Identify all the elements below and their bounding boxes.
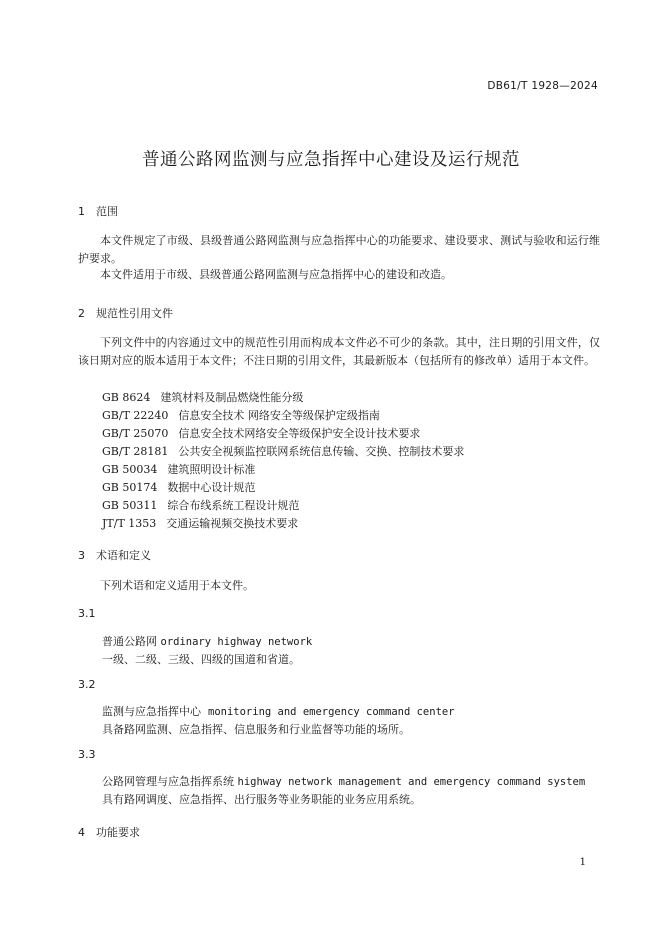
reference-item [102, 407, 380, 423]
reference-title: 信息安全技术网络安全等级保护安全设计技术要求 [178, 427, 421, 440]
reference-title: 建筑照明设计标准 [167, 463, 256, 476]
reference-title: 数据中心设计规范 [167, 481, 256, 494]
term-english: highway network management and emergency command system [237, 776, 586, 788]
section-number: 1 [78, 205, 85, 218]
reference-item [102, 479, 255, 495]
reference-title: 信息安全技术 网络安全等级保护定级指南 [178, 409, 380, 422]
term-heading [102, 633, 312, 649]
reference-title: 公共安全视频监控联网系统信息传输、交换、控制技术要求 [178, 445, 465, 458]
reference-code: GB/T 25070 [102, 427, 169, 440]
scope-paragraph-2: 本文件适用于市级、县级普通公路网监测与应急指挥中心的建设和改造。 [100, 268, 452, 281]
section-title: 规范性引用文件 [96, 307, 173, 320]
section-number: 2 [78, 307, 85, 320]
term-number: 3.1 [78, 607, 96, 620]
reference-item [102, 443, 464, 459]
reference-item [102, 425, 420, 441]
section-title: 范围 [96, 205, 118, 218]
section-title: 术语和定义 [96, 549, 151, 562]
section-number: 3 [78, 549, 85, 562]
section-4-heading [78, 824, 140, 840]
term-number: 3.2 [78, 678, 96, 691]
term-english: monitoring and emergency command center [208, 706, 455, 718]
term-chinese: 普通公路网 [102, 635, 157, 648]
reference-title: 综合布线系统工程设计规范 [167, 499, 300, 512]
term-heading [102, 773, 585, 789]
reference-title: 交通运输视频交换技术要求 [166, 517, 299, 530]
term-chinese: 监测与应急指挥中心 [102, 705, 201, 718]
term-chinese: 公路网管理与应急指挥系统 [102, 775, 234, 788]
reference-code: GB 50174 [102, 481, 158, 494]
section-title: 功能要求 [96, 826, 140, 839]
reference-code: GB/T 22240 [102, 409, 169, 422]
term-heading [102, 703, 455, 719]
document-code-header: DB61/T 1928—2024 [487, 80, 598, 92]
normative-intro-paragraph: 下列文件中的内容通过文中的规范性引用而构成本文件必不可少的条款。其中，注日期的引用文件，仅该日期对应的版本适用于本文件；不注日期的引用文件，其最新版本（包括所有的修改单）适用于本文件。 [78, 336, 600, 367]
reference-item [102, 515, 298, 531]
reference-code: GB 50034 [102, 463, 158, 476]
section-2-heading [78, 305, 173, 321]
term-number: 3.3 [78, 748, 96, 761]
reference-title: 建筑材料及制品燃烧性能分级 [160, 391, 304, 404]
reference-code: GB 50311 [102, 499, 158, 512]
scope-paragraph-1: 本文件规定了市级、县级普通公路网监测与应急指挥中心的功能要求、建设要求、测试与验收和运行维护要求。 [78, 234, 600, 265]
reference-item [102, 461, 255, 477]
terms-intro-paragraph: 下列术语和定义适用于本文件。 [100, 579, 254, 592]
reference-code: GB 8624 [102, 391, 151, 404]
section-3-heading [78, 547, 151, 563]
document-title: 普通公路网监测与应急指挥中心建设及运行规范 [142, 150, 520, 170]
section-number: 4 [78, 826, 85, 839]
reference-code: GB/T 28181 [102, 445, 169, 458]
reference-item [102, 497, 299, 513]
term-definition: 具备路网监测、应急指挥、信息服务和行业监督等功能的场所。 [102, 723, 410, 736]
page-number: 1 [579, 857, 586, 868]
term-definition: 具有路网调度、应急指挥、出行服务等业务职能的业务应用系统。 [102, 793, 421, 806]
term-english: ordinary highway network [160, 636, 313, 648]
reference-code: JT/T 1353 [102, 517, 157, 530]
term-definition: 一级、二级、三级、四级的国道和省道。 [102, 653, 300, 666]
reference-item [102, 389, 303, 405]
section-1-heading [78, 203, 118, 219]
